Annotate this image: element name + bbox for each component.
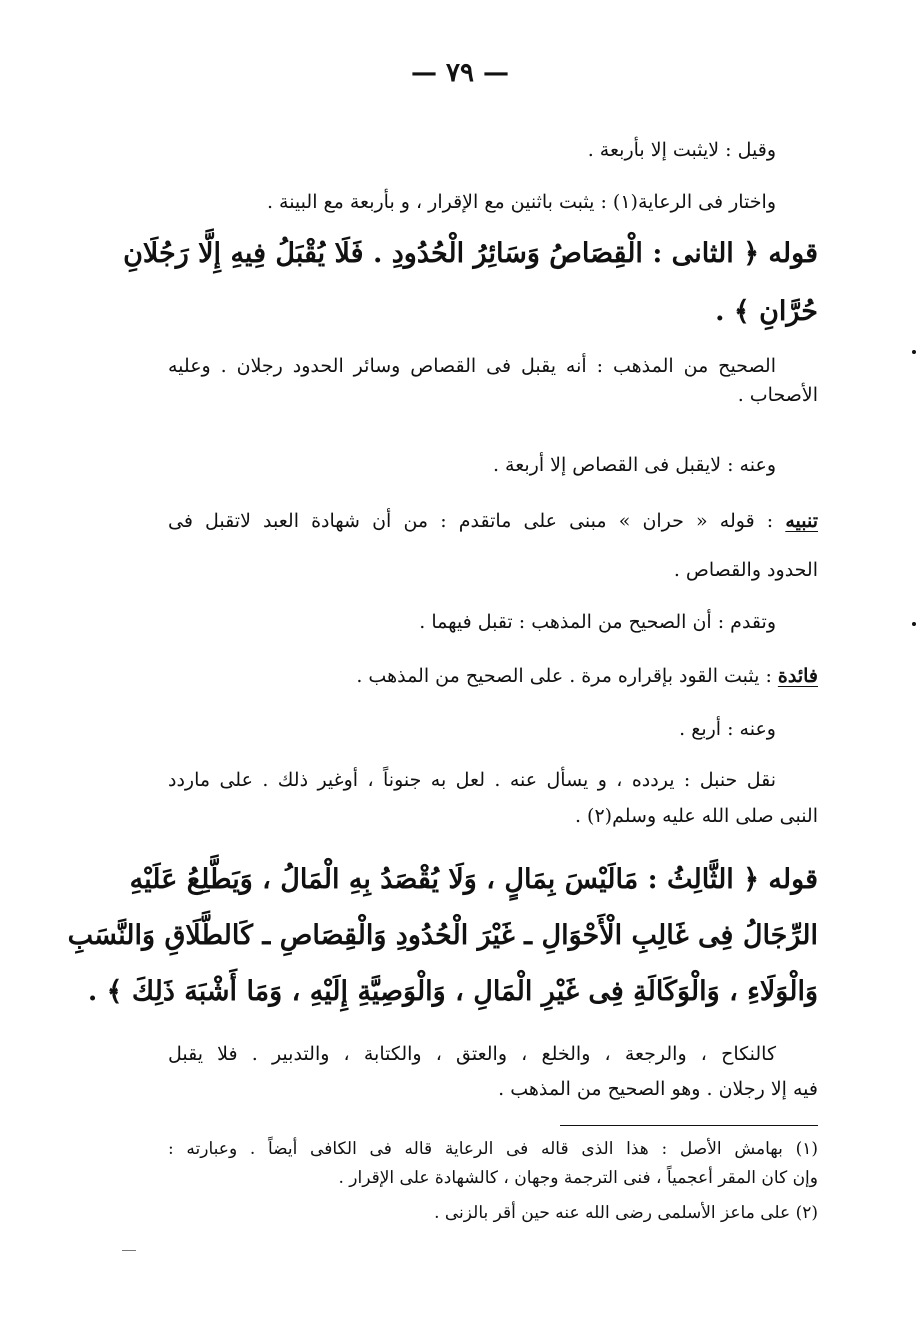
paragraph-anhu: [168, 451, 818, 480]
faidah-text: : يثبت القود بإقراره مرة . على الصحيح من المذهب .: [356, 665, 778, 687]
quote-line: قوله ﴿ الثَّالِثُ : مَالَيْسَ بِمَالٍ ، وَلَا يُقْصَدُ بِهِ الْمَالُ ، وَيَطَّلِعُ عَلَيْهِ: [129, 864, 818, 895]
paragraph-faidah: [168, 662, 818, 691]
text-line: وقيل : لايثبت إلا بأربعة .: [587, 139, 776, 161]
text-line: وعنه : لايقبل فى القصاص إلا أربعة .: [492, 454, 776, 476]
text-line: وتقدم : أن الصحيح من المذهب : تقبل فيهما .: [419, 611, 776, 633]
scan-mark: [122, 1250, 136, 1251]
quote-line: الرِّجَالُ فِى غَالِبِ الْأَحْوَالِ ـ غَيْرَ الْحُدُودِ وَالْقِصَاصِ ـ كَالطَّلَاقِ وَالنَّسَبِ: [67, 920, 818, 951]
paragraph-qila: [168, 136, 818, 165]
paragraph-tanbih: [168, 507, 818, 585]
paragraph-arba: [168, 715, 818, 744]
tanbih-text: : قوله « حران » مبنى على ماتقدم : من أن شهادة العبد لاتقبل فى: [168, 510, 786, 532]
text-line: [168, 507, 818, 536]
footnote-line: (٢) على ماعز الأسلمى رضى الله عنه حين أقر بالزنى .: [434, 1203, 818, 1223]
quote-line: حُرَّانِ ﴾ .: [715, 296, 818, 327]
text-line: [168, 662, 818, 691]
page-number: — ٧٩ —: [410, 58, 510, 88]
text-line: الأصحاب .: [737, 384, 818, 406]
paragraph-taqaddam: [168, 608, 818, 637]
text-line: النبى صلى الله عليه وسلم(٢) .: [574, 805, 818, 827]
paragraph-ikhtar: [168, 188, 818, 217]
footnote-divider: [560, 1125, 818, 1126]
text-line: فيه إلا رجلان . وهو الصحيح من المذهب .: [498, 1078, 818, 1100]
paragraph-hanbal: [168, 766, 818, 831]
footnote-line: وإن كان المقر أعجمياً ، فنى الترجمة وجهان ، كالشهادة على الإقرار .: [338, 1168, 818, 1188]
scan-speck: [912, 350, 916, 354]
quote-second: [123, 226, 818, 340]
scan-speck: [912, 622, 916, 626]
text-line: نقل حنبل : يردده ، و يسأل عنه . لعل به جنوناً ، أوغير ذلك . على ماردد: [168, 769, 776, 791]
footnotes: [168, 1135, 818, 1228]
text-line: كالنكاح ، والرجعة ، والخلع ، والعتق ، والكتابة ، والتدبير . فلا يقبل: [168, 1043, 776, 1065]
footnote-line: (١) بهامش الأصل : هذا الذى قاله فى الرعاية قاله فى الكافى أيضاً . وعبارته :: [168, 1139, 818, 1159]
quote-line: وَالْوَلَاءِ ، وَالْوَكَالَةِ فِى غَيْرِ الْمَالِ ، وَالْوَصِيَّةِ إِلَيْهِ ، وَمَا أَشْبَهَ ذَلِكَ ﴾ .: [87, 976, 818, 1007]
quote-line: قوله ﴿ الثانى : الْقِصَاصُ وَسَائِرُ الْحُدُودِ . فَلَا يُقْبَلُ فِيهِ إِلَّا رَجُلَانِ: [123, 238, 818, 269]
text-line: الصحيح من المذهب : أنه يقبل فى القصاص وسائر الحدود رجلان . وعليه: [168, 355, 776, 377]
paragraph-nikah: [168, 1040, 818, 1104]
text-line: وعنه : أربع .: [679, 718, 776, 740]
paragraph-sahih: [168, 352, 818, 410]
tanbih-label: تنبيه: [785, 510, 818, 532]
faidah-label: فائدة: [777, 665, 818, 687]
text-line: واختار فى الرعاية(١) : يثبت باثنين مع الإقرار ، و بأربعة مع البينة .: [266, 191, 776, 213]
text-line: الحدود والقصاص .: [673, 559, 818, 581]
quote-third: [67, 852, 818, 1020]
